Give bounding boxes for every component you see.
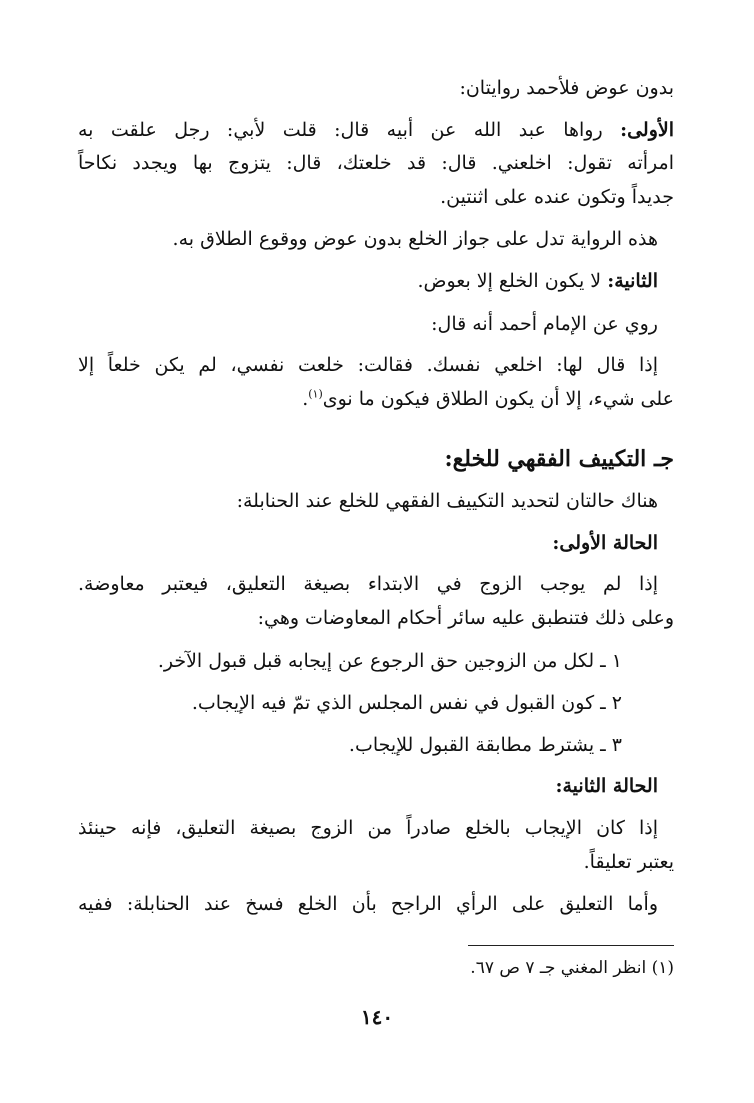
riwaya-first-text: رواها عبد الله عن أبيه قال: قلت لأبي: رجل علقت به bbox=[78, 119, 603, 141]
text-line: يعتبر تعليقاً. bbox=[583, 851, 674, 873]
riwaya-second-line bbox=[78, 268, 658, 294]
list-item: ١ ـ لكل من الزوجين حق الرجوع عن إيجابه قبل قبول الآخر. bbox=[157, 650, 622, 672]
list-item: ٣ ـ يشترط مطابقة القبول للإيجاب. bbox=[348, 734, 622, 756]
footnote-divider bbox=[468, 945, 674, 946]
text-line: إذا قال لها: اخلعي نفسك. فقالت: خلعت نفسي، لم يكن خلعاً إلا bbox=[78, 354, 658, 376]
riwaya-second-text: لا يكون الخلع إلا بعوض. bbox=[417, 270, 602, 292]
text-line: إذا كان الإيجاب بالخلع صادراً من الزوج بصيغة التعليق، فإنه حينئذ bbox=[78, 817, 658, 839]
text-line: جديداً وتكون عنده على اثنتين. bbox=[440, 186, 674, 208]
page-number: ١٤٠ bbox=[360, 1005, 394, 1029]
case-one-heading: الحالة الأولى: bbox=[552, 532, 658, 554]
quote-end-line bbox=[78, 386, 674, 412]
text-line: امرأته تقول: اخلعني. قال: قد خلعتك، قال: يتزوج بها ويجدد نكاحاً bbox=[78, 152, 674, 174]
footnote-text: (١) انظر المغني جـ ٧ ص ٦٧. bbox=[470, 958, 674, 978]
quote-end-text: على شيء، إلا أن يكون الطلاق فيكون ما نوى bbox=[322, 388, 674, 410]
section-heading: جـ التكييف الفقهي للخلع: bbox=[444, 446, 674, 472]
text-line: بدون عوض فلأحمد روايتان: bbox=[459, 77, 674, 99]
text-line: إذا لم يوجب الزوج في الابتداء بصيغة التعليق، فيعتبر معاوضة. bbox=[78, 573, 658, 595]
riwaya-first-label: الأولى: bbox=[620, 119, 674, 141]
riwaya-second-label: الثانية: bbox=[607, 270, 658, 292]
text-line: وأما التعليق على الرأي الراجح بأن الخلع فسخ عند الحنابلة: ففيه bbox=[78, 893, 658, 915]
list-item: ٢ ـ كون القبول في نفس المجلس الذي تمّ فيه الإيجاب. bbox=[191, 692, 622, 714]
case-two-heading: الحالة الثانية: bbox=[555, 775, 658, 797]
text-line: وعلى ذلك فتنطبق عليه سائر أحكام المعاوضات وهي: bbox=[257, 607, 674, 629]
text-line: هناك حالتان لتحديد التكييف الفقهي للخلع عند الحنابلة: bbox=[236, 490, 658, 512]
period: . bbox=[302, 388, 309, 410]
text-line: روي عن الإمام أحمد أنه قال: bbox=[431, 313, 658, 335]
footnote-ref: (١) bbox=[308, 387, 323, 401]
riwaya-first-line bbox=[78, 117, 674, 143]
text-line: هذه الرواية تدل على جواز الخلع بدون عوض ووقوع الطلاق به. bbox=[172, 228, 658, 250]
